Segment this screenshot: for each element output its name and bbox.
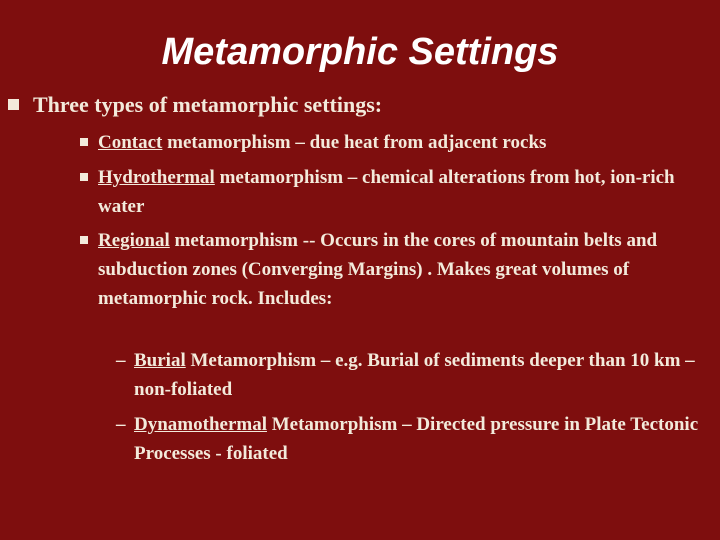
sub-item-dynamothermal — [116, 410, 706, 468]
square-bullet-icon — [80, 236, 88, 244]
slide-title: Metamorphic Settings — [161, 31, 559, 73]
list-item-regional — [80, 226, 710, 313]
item-text: metamorphism -- Occurs in the cores of mountain belts and subduction zones (Converging Margins) . Makes great volumes of metamorphic rock. Includes: — [98, 230, 658, 309]
intro-text: Three types of metamorphic settings: — [33, 92, 383, 117]
dash-bullet: – — [116, 414, 126, 435]
term-contact: Contact — [98, 132, 163, 153]
list-item-contact — [80, 128, 710, 157]
square-bullet-icon — [80, 173, 88, 181]
square-bullet-icon — [80, 138, 88, 146]
intro-bullet — [8, 90, 708, 120]
list-item-hydrothermal — [80, 163, 710, 221]
sub-item-text: Metamorphism – e.g. Burial of sediments deeper than 10 km – non-foliated — [134, 350, 695, 400]
square-bullet-icon — [8, 99, 19, 110]
sub-item-burial — [116, 346, 706, 404]
item-text: metamorphism – chemical alterations from hot, ion-rich water — [98, 167, 675, 217]
item-text: metamorphism – due heat from adjacent rocks — [162, 132, 547, 153]
sub-item-text: Metamorphism – Directed pressure in Plate Tectonic Processes - foliated — [134, 414, 699, 464]
term-dynamothermal: Dynamothermal — [134, 414, 267, 435]
term-hydrothermal: Hydrothermal — [98, 167, 215, 188]
term-burial: Burial — [134, 350, 186, 371]
dash-bullet: – — [116, 350, 126, 371]
term-regional: Regional — [98, 230, 170, 251]
